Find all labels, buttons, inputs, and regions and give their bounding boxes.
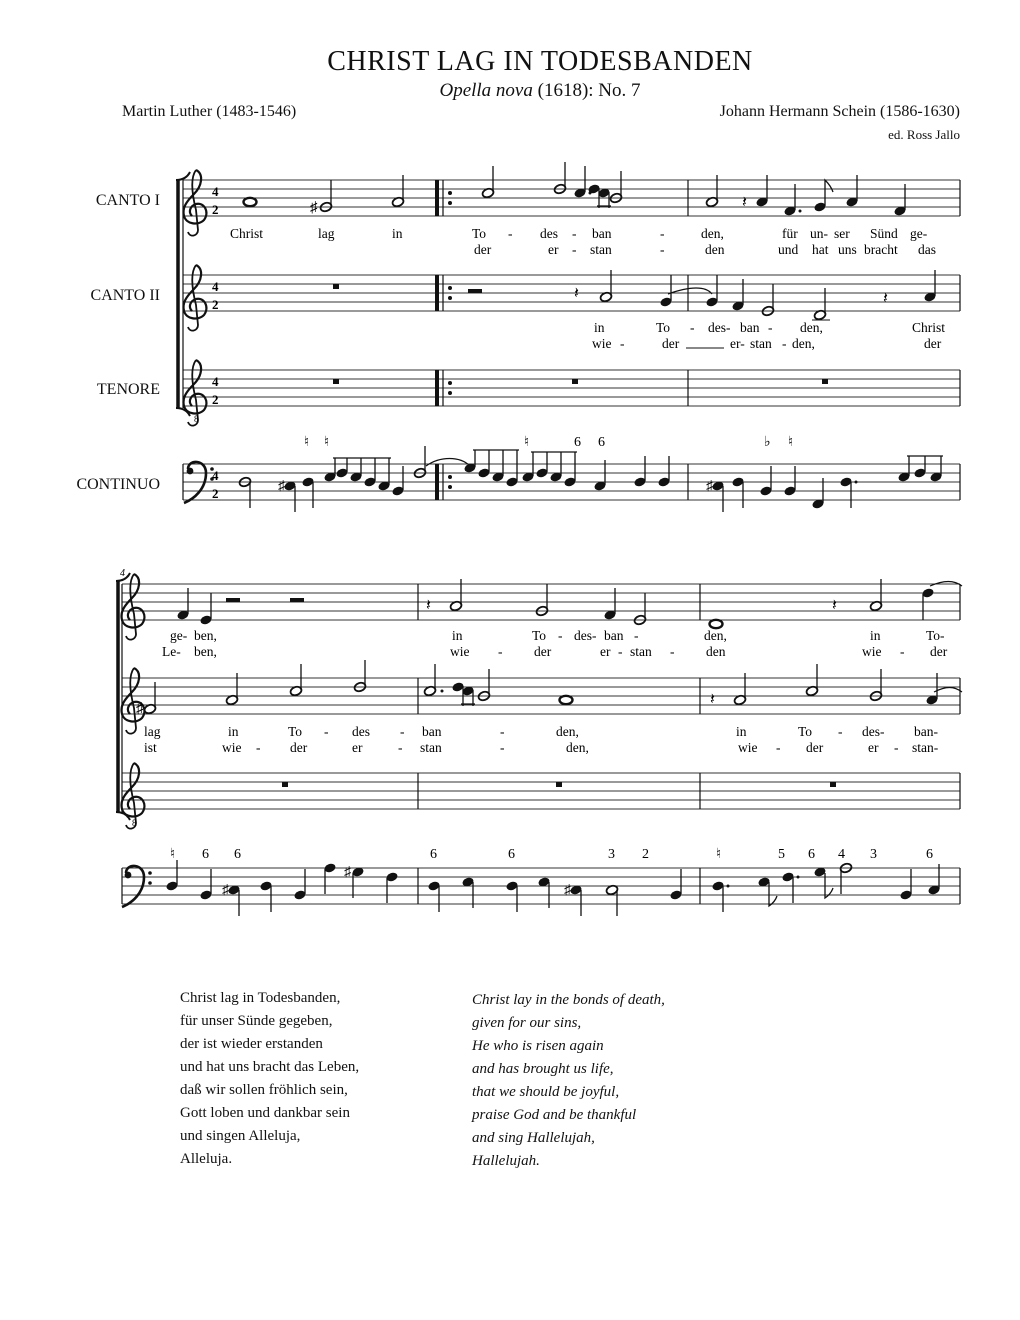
part-label-continuo: CONTINUO [76,476,160,493]
lyric: in [392,226,403,241]
lyric: ge- [910,226,928,241]
lyric: der [930,644,948,659]
lyric: für [782,226,798,241]
german-line: Christ lag in Todesbanden, [180,990,341,1006]
figure: ♮ [324,435,330,450]
lyric: To [532,628,547,643]
lyric: - [324,724,329,739]
system-2 [116,568,962,916]
lyric: den, [556,724,579,739]
system-1 [176,162,960,512]
svg-text:2: 2 [212,297,219,312]
lyric: - [894,740,899,755]
english-line: that we should be joyful, [472,1084,620,1100]
lyric: - [620,336,625,351]
lyric: lag [318,226,335,241]
lyric: ban- [914,724,938,739]
lyric: in [736,724,747,739]
german-line: Alleluja. [180,1151,233,1167]
lyric: den, [800,320,823,335]
lyrics-canto2-s1 [592,320,945,351]
lyric: stan [420,740,442,755]
lyric: - [558,628,563,643]
lyric: bracht [864,242,898,257]
lyric: To- [926,628,945,643]
lyric: wie [862,644,882,659]
collection-number: (1618): No. 7 [532,80,641,101]
svg-text:4: 4 [212,468,219,483]
german-line: für unser Sünde gegeben, [180,1013,333,1029]
lyric: lag [144,724,161,739]
lyric: ser [834,226,850,241]
figure: 6 [430,847,437,862]
german-line: daß wir sollen fröhlich sein, [180,1082,348,1098]
lyric: To [472,226,487,241]
svg-text:2: 2 [212,202,219,217]
lyric: er [548,242,559,257]
poet-credit: Martin Luther (1483-1546) [122,103,297,120]
lyric: stan [750,336,772,351]
svg-text:𝄽: 𝄽 [742,194,747,211]
lyric: uns [838,242,857,257]
lyric: er [868,740,879,755]
svg-text:4: 4 [212,374,219,389]
editor-credit: ed. Ross Jallo [888,127,960,142]
lyric: des [540,226,558,241]
lyric: den, [792,336,815,351]
figure: ♮ [170,847,176,862]
lyric: der [662,336,680,351]
lyric: in [452,628,463,643]
svg-text:♯: ♯ [706,479,713,494]
lyric: - [256,740,261,755]
lyric: - [498,644,503,659]
svg-text:4: 4 [212,279,219,294]
svg-text:𝄽: 𝄽 [426,597,431,614]
lyric: To [288,724,303,739]
page-title: CHRIST LAG IN TODESBANDEN [327,46,753,77]
lyric: wie [450,644,470,659]
figure: 6 [598,435,605,450]
svg-text:2: 2 [212,392,219,407]
figure: 6 [202,847,209,862]
lyric: - [400,724,405,739]
svg-text:♯: ♯ [564,883,571,898]
lyric: - [670,644,675,659]
figure: 4 [838,847,845,862]
part-label-tenore: TENORE [96,381,160,398]
lyric: ban [592,226,612,241]
english-line: and has brought us life, [472,1061,614,1077]
figure: 3 [608,847,615,862]
lyric: hat [812,242,829,257]
svg-text:♯: ♯ [222,883,229,898]
lyric: un- [810,226,828,241]
measure-number: 4 [120,568,125,579]
lyric: er [600,644,611,659]
lyric: - [500,740,505,755]
lyric: ben, [194,644,217,659]
svg-text:♯: ♯ [278,479,285,494]
figure: 6 [574,435,581,450]
lyrics-canto2-s2 [144,724,939,755]
figure: ♮ [788,435,794,450]
svg-text:𝄽: 𝄽 [883,290,888,307]
svg-text:♯: ♯ [344,865,351,880]
lyric: - [572,226,577,241]
composer-credit: Johann Hermann Schein (1586-1630) [719,103,960,120]
lyric: - [690,320,695,335]
figure: 3 [870,847,877,862]
lyric: in [870,628,881,643]
lyric: Sünd [870,226,898,241]
german-line: Gott loben und dankbar sein [180,1105,350,1121]
lyric: - [508,226,513,241]
collection-name: Opella nova [439,80,533,101]
figure: ♮ [524,435,530,450]
english-line: given for our sins, [472,1015,582,1031]
german-line: der ist wieder erstanden [180,1036,323,1052]
lyric: ben, [194,628,217,643]
english-line: and sing Hallelujah, [472,1130,595,1146]
english-line: praise God and be thankful [472,1107,637,1123]
lyric: den [706,644,726,659]
figure: 6 [926,847,933,862]
lyric: des [352,724,370,739]
lyric: Le- [162,644,181,659]
lyric: - [776,740,781,755]
lyric: der [474,242,492,257]
lyric: ban [422,724,442,739]
lyric: er- [730,336,745,351]
lyric: Christ [230,226,264,241]
lyric: der [806,740,824,755]
lyric: ge- [170,628,188,643]
svg-text:𝄽: 𝄽 [710,691,715,708]
lyric: - [660,226,665,241]
lyric: der [290,740,308,755]
lyric: des- [708,320,731,335]
figured-bass-s1 [304,435,793,450]
continuo-notes-s1 [238,446,943,512]
lyric: - [572,242,577,257]
english-line: Hallelujah. [472,1153,540,1169]
lyric: - [900,644,905,659]
svg-text:4: 4 [212,184,219,199]
lyric: Christ [912,320,946,335]
lyric: To [798,724,813,739]
german-line: und hat uns bracht das Leben, [180,1059,360,1075]
figure: 2 [642,847,649,862]
lyric: To [656,320,671,335]
lyric: - [782,336,787,351]
lyric: er [352,740,363,755]
english-text [472,989,665,1173]
lyric: der [534,644,552,659]
lyric: des- [862,724,885,739]
canto2-notes-s1 [333,270,937,321]
part-label-canto1: CANTO I [95,192,160,209]
canto2-notes-s2 [136,660,962,717]
lyric: stan [590,242,612,257]
figure: 6 [234,847,241,862]
figure: 5 [778,847,785,862]
lyric: stan [630,644,652,659]
lyrics-canto1-s2 [162,628,948,659]
lyric: den, [566,740,589,755]
tenore-rests-s1 [333,379,828,384]
tenore-rests-s2 [282,782,836,787]
svg-text:♯: ♯ [136,701,144,717]
lyric: - [634,628,639,643]
lyrics-canto1-s1 [230,226,936,257]
german-line: und singen Alleluja, [180,1128,301,1144]
svg-text:2: 2 [212,486,219,501]
canto1-notes-s2 [176,579,962,628]
lyric: das [918,242,936,257]
svg-text:8: 8 [194,414,199,424]
figure: ♭ [764,435,771,450]
lyric: in [594,320,605,335]
english-line: Christ lay in the bonds of death, [472,992,665,1008]
lyric: den [705,242,725,257]
lyric: stan- [912,740,939,755]
figure: ♮ [304,435,310,450]
lyric: den, [701,226,724,241]
lyric: ban [740,320,760,335]
lyric: des- [574,628,597,643]
english-line: He who is risen again [472,1038,604,1054]
figure: 6 [808,847,815,862]
figure: 6 [508,847,515,862]
lyric: wie [738,740,758,755]
lyric: ban [604,628,624,643]
lyric: den, [704,628,727,643]
lyric: wie [592,336,612,351]
german-text [180,987,359,1171]
svg-text:𝄽: 𝄽 [832,597,837,614]
lyric: - [838,724,843,739]
lyric: - [500,724,505,739]
figured-bass-s2 [170,847,933,862]
lyric: und [778,242,799,257]
part-label-canto2: CANTO II [90,287,160,304]
lyric: ist [144,740,157,755]
figure: ♮ [716,847,722,862]
lyric: in [228,724,239,739]
lyric: - [398,740,403,755]
svg-text:8: 8 [132,818,137,828]
lyric: wie [222,740,242,755]
svg-text:𝄽: 𝄽 [574,285,579,302]
lyric: - [618,644,623,659]
lyric: - [660,242,665,257]
lyric: - [768,320,773,335]
lyric: der [924,336,942,351]
svg-text:♯: ♯ [310,200,318,216]
